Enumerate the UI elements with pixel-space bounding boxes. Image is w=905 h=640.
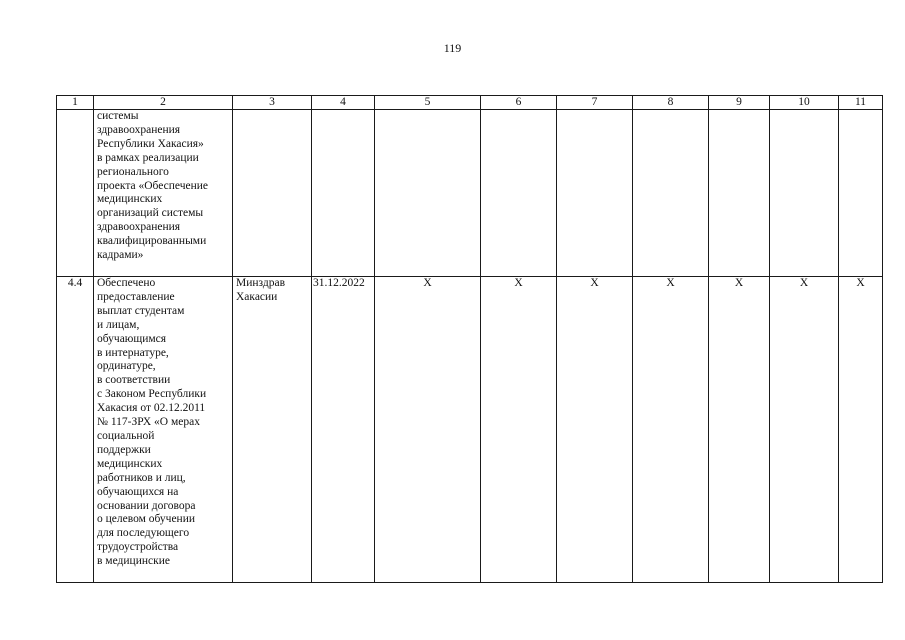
column-header-8: 8 (633, 96, 709, 110)
column-7-cell: Х (557, 277, 633, 583)
responsible-cell: Минздрав Хакасии (233, 277, 312, 583)
column-header-3: 3 (233, 96, 312, 110)
table-row (57, 277, 883, 583)
column-8-cell: Х (633, 277, 709, 583)
column-header-10: 10 (770, 96, 839, 110)
column-header-4: 4 (312, 96, 375, 110)
column-11-cell (839, 110, 883, 277)
column-header-6: 6 (481, 96, 557, 110)
column-10-cell (770, 110, 839, 277)
responsible-cell (233, 110, 312, 277)
column-header-11: 11 (839, 96, 883, 110)
column-header-5: 5 (375, 96, 481, 110)
table-row (57, 110, 883, 277)
column-9-cell (709, 110, 770, 277)
column-5-cell (375, 110, 481, 277)
event-name-cell: системы здравоохранения Республики Хакасия» в рамках реализации регионального проекта «Обеспечение медицинских организаций системы здравоохранения квалифицированными кадрами» (94, 110, 233, 277)
column-7-cell (557, 110, 633, 277)
column-header-1: 1 (57, 96, 94, 110)
event-name-cell: Обеспечено предоставление выплат студентам и лицам, обучающимся в интернатуре, ординатуре, в соответствии с Законом Республики Хакасия от 02.12.2011 № 117-ЗРХ «О мерах социальной поддержки медицинских работников и лиц, обучающихся на основании договора о целевом обучении для последующего трудоустройства в медицинские (94, 277, 233, 583)
column-10-cell: Х (770, 277, 839, 583)
page-number: 119 (443, 41, 462, 55)
column-5-cell: Х (375, 277, 481, 583)
deadline-cell (312, 110, 375, 277)
row-number-cell (57, 110, 94, 277)
column-9-cell: Х (709, 277, 770, 583)
header-row (57, 96, 883, 110)
deadline-cell: 31.12.2022 (312, 277, 375, 583)
column-header-2: 2 (94, 96, 233, 110)
row-number-cell: 4.4 (57, 277, 94, 583)
column-11-cell: Х (839, 277, 883, 583)
column-header-7: 7 (557, 96, 633, 110)
plan-table (56, 95, 883, 583)
column-6-cell: Х (481, 277, 557, 583)
column-header-9: 9 (709, 96, 770, 110)
column-6-cell (481, 110, 557, 277)
column-8-cell (633, 110, 709, 277)
